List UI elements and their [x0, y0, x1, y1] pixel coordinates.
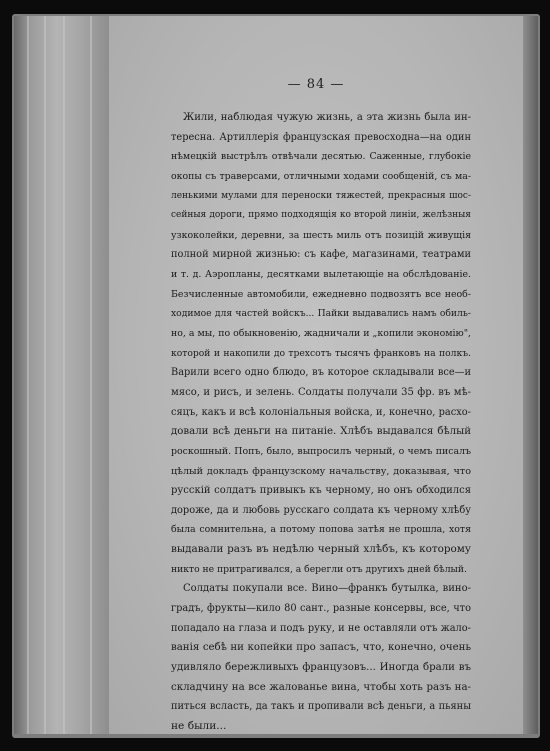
text-line: градъ, фрукты—кило 80 сант., разные консервы, все, что — [171, 603, 471, 615]
page-right-edge — [523, 16, 538, 734]
text-line: попадало на глаза и подъ руку, и не оставляли отъ жало- — [171, 622, 471, 634]
spine-crease — [27, 16, 29, 734]
text-line: была сомнительна, а потому попова затѣя не прошла, хотя — [171, 524, 471, 536]
text-line: удивляло бережливыхъ французовъ... Иногда брали въ — [171, 661, 471, 673]
spine-crease — [44, 16, 46, 734]
text-line: довали всѣ деньги на питаніе. Хлѣбъ выдавался бѣлый — [171, 426, 471, 438]
text-line: Солдаты покупали все. Вино—франкъ бутылка, вино- — [183, 583, 471, 595]
spine-crease — [63, 16, 65, 734]
text-line: не были... — [171, 719, 227, 732]
text-line: сяцъ, какъ и всѣ колоніальныя войска, и, конечно, расхо- — [171, 406, 471, 418]
text-line: никто не притрагивался, а берегли отъ другихъ дней бѣлый. — [171, 563, 467, 575]
text-line: окопы съ траверсами, отличными ходами сообщеній, съ ма- — [171, 170, 471, 182]
text-line: полной мирной жизнью: съ кафе, магазинами, театрами — [171, 249, 471, 261]
text-line: тересна. Артиллерія французская превосходна—на один — [171, 131, 471, 143]
page-number: — 84 — — [287, 77, 345, 92]
text-line: ванія себѣ ни копейки про запасъ, что, конечно, очень — [171, 642, 471, 654]
text-line: нѣмецкій выстрѣлъ отвѣчали десятью. Саженные, глубокіе — [171, 151, 471, 163]
text-line: цѣлый докладъ французскому начальству, доказывая, что — [171, 465, 471, 477]
text-line: роскошный. Попъ, было, выпросилъ черный, о чемъ писалъ — [171, 445, 471, 457]
text-line: питься всласть, да такъ и пропивали всѣ деньги, а пьяны — [171, 701, 471, 713]
text-line: мясо, и рисъ, и зелень. Солдаты получали 35 фр. въ мѣ- — [171, 386, 471, 398]
page-text — [171, 108, 471, 737]
text-line: ленькими мулами для переноски тяжестей, прекрасныя шос- — [171, 190, 471, 201]
text-line: но, а мы, по обыкновенію, жадничали и „копили экономію", — [171, 328, 471, 340]
text-line: выдавали разъ въ недѣлю черный хлѣбъ, къ которому — [171, 543, 471, 556]
text-line: русскій солдатъ привыкъ къ черному, но онъ обходился — [171, 485, 471, 497]
text-line: ходимое для частей войскъ... Пайки выдавались намъ обиль- — [171, 308, 471, 320]
spine-crease — [90, 16, 92, 734]
text-line: и т. д. Аэропланы, десятками вылетающіе на обслѣдованіе. — [171, 269, 471, 281]
text-line: Жили, наблюдая чужую жизнь, а эта жизнь была ин- — [183, 112, 471, 123]
text-line: которой и накопили до трехсотъ тысячъ франковъ на полкъ. — [171, 347, 471, 359]
text-line: Варили всего одно блюдо, въ которое складывали все—и — [171, 367, 471, 379]
text-line: Безчисленные автомобили, ежедневно подвозятъ все необ- — [171, 288, 471, 300]
text-line: сейныя дороги, прямо подходящія ко второй линіи, желѣзныя — [171, 210, 471, 221]
book-page — [109, 16, 523, 734]
text-line: узкоколейки, деревни, за шесть миль отъ позицій живущія — [171, 229, 471, 241]
text-line: дороже, да и любовь русскаго солдата къ черному хлѣбу — [171, 504, 471, 516]
text-line: складчину на все жалованье вина, чтобы хоть разъ на- — [171, 681, 471, 693]
